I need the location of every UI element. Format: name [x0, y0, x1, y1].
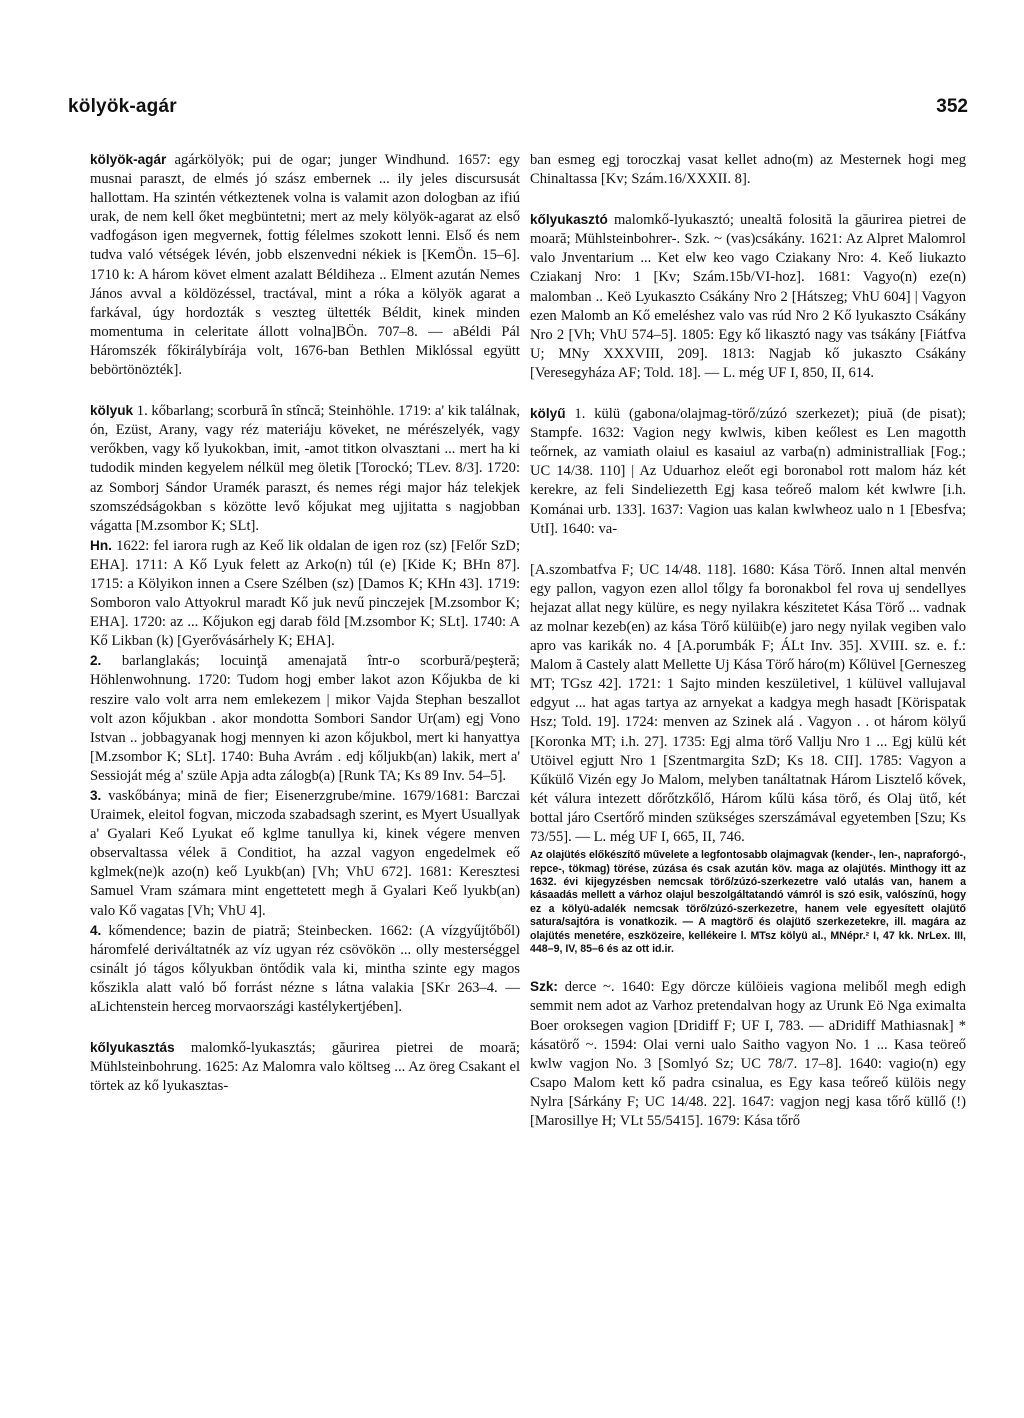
footnote: [530, 849, 966, 956]
entry-text: agárkölyök; pui de ogar; junger Windhund. 1657: egy musnai paraszt, de elmés jó szász embernek ... ily jeles discursusát hallottam. Ha szintén vétkeztenek volna is valamit azon dologban az ifiú urak, de nem kell őket megbüntetni; mert az mely kölyök-agarat az első vadfogáson igen megvernek, fottig félelmes szokott lenni. Első és nem tudva való vétségek lévén, jobb elszenvedni nékiek is [KemÖn. 15–6]. 1710 k: A három követ elment azalatt Béldiheza .. Elment azután Nemes János avval a köldözéssel, tractával, mint a róka a kölyök agarat a farkával, úgy hordozták s veszteg ültették Béldit, kinek minden momentuma in celeritate állott volna]BÖn. 707–8. — aBéldi Pál Háromszék főkirálybírája volt, 1676-ban Bethlen Miklóssal együtt bebörtönözték].: [90, 152, 520, 379]
entry-text: 1. külü (gabona/olajmag-törő/zúzó szerkezet); piuă (de pisat); Stampfe. 1632: Vagion negy kwlwis, kiben keőlest es Len magotth teőrnek, az vamiath olaiul es kasaiul az varba(n) administralliak [Fog.; UC 14/38. 110] | Az Uduarhoz eleőt egi boronabol rott malom ház két kerekre, az feli Sindeliezetth Egj kasa teőreő malom két kwlwre [i.h. Kománai urb. 133]. 1637: Vagion uas kalan kwlwheoz ualo n 1 [Ebesfva; UtI]. 1640: va-: [530, 406, 966, 537]
entry-headword: Szk:: [530, 979, 558, 995]
entry-text: kőmendence; bazin de piatră; Steinbecken. 1662: (A vízgyűjtőből) háromfelé deriváltatnék az víz ugyan réz csövökön ... olly mesterséggel csinált jó tágos kőlyukban öntődik vala ki, mintha szinte egy magos kőszikla alatt való bő forrást nézne s látna valakia [SKr 263–4. — aLichtenstein herceg morvaországi kastélykertjében].: [90, 922, 520, 1016]
footnote-text: Az olajütés előkészítő művelete a legfontosabb olajmagvak (kender-, len-, napraforgó-, repce-, tökmag) törése, zúzása és csak azután köv. maga az olajütés. Minthogy itt az 1632. évi kijegyzésben nemcsak törő/zúzó-szerkezetre való utalás van, hanem a kásaadás mellett a várhoz olajul beszolgáltatandó vámról is szó esik, valószínű, hogy ez a kölyü-adalék nemcsak törő/zúzó-szerkezetre, hanem vele egyesített olajütő satura/sajtóra is vonatkozik. — A magtörő és olajütő szerkezetekre, ill. magára az olajütés menetére, eszközeire, kellékeire l. MTsz kölyü al., MNépr.² I, 47 kk. NrLex. III, 448–9, IV, 85–6 és az ott id.ir.: [530, 849, 966, 955]
entry-text: malomkő-lyukasztás; găurirea pietrei de moară; Mühlsteinbohrung. 1625: Az Malomra valo költseg ... Az öreg Csakant el törtek az kő lyukasztas-: [90, 1040, 520, 1095]
entry: [530, 404, 966, 539]
entry: [530, 150, 966, 189]
entry-text: vaskőbánya; mină de fier; Eisenerzgrube/mine. 1679/1681: Barczai Uraimek, eleitol fogvan, miczoda szabadsagh szerint, es Myert Usuallyak a' Gyalari Keő Lyukat eő kglme tanullya ki, kinek végere menven observaltassa vélek ā Conditiot, ha azzal vagyon engedelmek eő kglmek(ne)k azo(n) keő Lyukb(an) [Vh; VhU 672]. 1681: Keresztesi Samuel Vram számara mint engettetett megh ă Gyalari Keő lyukb(an) valo Kő vagatas [Vh; VhU 4].: [90, 788, 520, 919]
page-header: [68, 96, 968, 126]
entry-text: barlanglakás; locuinţă amenajată într-o scorbură/peşteră; Höhlenwohnung. 1720: Tudom hogj ember lakot azon Kőjukba de ki reszire valo volt arra nem emlekezem | mikor Vajda Stephan beszallot volt azon kőjukban . akor mondotta Sombori Sandor Ur(am) egj Vono Istvan .. jobbagyanak hogj mennyen ki azon kőjukbol, mert ki hanyattya [M.zsombor K; SLt]. 1740: Buha Avrám . edj kőljukb(an) lakik, mert a' Sessioját még a' szüle Apja adta zálogb(a) [Runk TA; Ks 89 Inv. 54–5].: [90, 653, 520, 784]
entry-headword: 2.: [90, 653, 102, 669]
entry-text: derce ~. 1640: Egy dörcze külöieis vagiona meliből megh edigh semmit nem adot az Varhoz pretendalvan hogy az Urunk Eö Nga eximalta Boer oroksegen vagion [Dridiff F; UF I, 783. — aDridiff Mathiasnak] * kásatörő ~. 1594: Olai verni ualo Saitho vagyon No. 1 ... Kasa teöreő kwlw vagjon No. 3 [Somlyó Sz; UC 78/7. 17–8]. 1640: vagio(n) egy Csapo Malom kett kő padra csinalua, es Egy kasa teőreő külöis negy Nylra [Sárkány F; UC 14/48. 22]. 1647: vagjon negj kasa tőrő küllő (!) [Marosillye H; VLt 55/5415]. 1679: Kása tőrő: [530, 979, 966, 1129]
entry-headword: 4.: [90, 922, 102, 938]
running-headword: kölyök-agár: [68, 96, 177, 117]
entry-text: 1. kőbarlang; scorbură în stîncă; Steinhöhle. 1719: a' kik találnak, ón, Ezüst, Arany, vagy réz materiáju köveket, ne mérészelyék, vagy verőkben, vagy kő lyukokban, imit, -amot titkon olvasztani ... mert ha ki tudodik minden kegyelem nélkül meg öletik [Torockó; TLev. 8/3]. 1720: az Somborj Sándor Uramék paraszt, és nemes régi major ház telekjek szomszédságokban s közötte levő kőjukat meg ujjitatta s nagjobban vágatta [M.zsombor K; SLt].: [90, 403, 520, 534]
entry: [90, 786, 520, 921]
entry-headword: kőlyukasztó: [530, 212, 608, 228]
entry-headword: 3.: [90, 788, 102, 803]
entry-headword: Hn.: [90, 537, 112, 553]
entry: [90, 1038, 520, 1096]
entry: [90, 536, 520, 652]
entry: [90, 150, 520, 380]
entry: [90, 921, 520, 1017]
entry: [530, 977, 966, 1131]
entry-headword: kölyuk: [90, 403, 134, 419]
entry-text: malomkő-lyukasztó; unealtă folosită la găurirea pietrei de moară; Mühlsteinbohrer-. Szk. ~ (vas)csákány. 1621: Az Alpret Malomrol valo Jnventarium ... Ket elw keo vago Cziakany Nro: 4. Keő liukazto Cziakanj Nro: 1 [Kv; Szám.15b/VI-hoz]. 1681: Vagyo(n) eze(n) malomban .. Keö Lyukaszto Csákány Nro 2 [Hátszeg; VhU 604] | Vagyon ezen Malomb an Kő emeléshez valo vas rúd Nro 2 Kő lyukaszto Csákány Nro 2 [Vh; VhU 574–5]. 1805: Egy kő likasztó nagy vas tsákány [Fiátfva U; MNy XXXVIII, 209]. 1813: Nagjab kő jukaszto Csákány [Veresegyháza AF; Told. 18]. — L. még UF I, 850, II, 614.: [530, 212, 966, 381]
entry-text: [A.szombatfva F; UC 14/48. 118]. 1680: Kása Törő. Innen altal menvén egy pallon, vagyon ezen allol tőlgy fa boronakbol fel rova uj sendellyes hejazat allat negy külüre, es negy nyilakra készitetet Kása Törő ... vadnak az molnar kezeb(en) az kása Törő külüib(e) jaro negy nyilak vegiben valo apro vas karikák no. 4 [A.porumbák F; ÁLt Inv. 35]. XVIII. sz. e. f.: Malom ă Castely alatt Mellette Uj Kása Törő háro(m) Kőlüvel [Gerneszeg MT; TGsz 42]. 1721: 1 Sajto minden keszületivel, 1 külüvel vallujaval edgyut ... hat agas tartya az arnyekat a kadgya megh hasadt [Körispatak Hsz; Told. 19]. 1724: menven az Szinek alá . Vagyon . . ot három kölyű [Koronka MT; i.h. 27]. 1735: Egj alma törő Vallju Nro 1 ... Egj külü két Utöivel egjutt Nro 1 [Szentmargita SzD; Ks 18. CII]. 1785: Vagyon a Kűkülő Vizén egy Jo Malom, melyben tanáltatnak Három Lisztelő kővek, két válura intezett dőrőtzkőlő, Három kűlü kása törő, és Olaj ütő, két bottal járo Csertőrő minden szükséges szerszámával egyetemben [Szu; Ks 73/55]. — L. még UF I, 665, II, 746.: [530, 561, 966, 845]
entry: [90, 651, 520, 786]
entry-text: ban esmeg egj toroczkaj vasat kellet adno(m) az Mesternek hogi meg Chinaltassa [Kv; Szám.16/XXXII. 8].: [530, 152, 966, 188]
entry-headword: kőlyukasztás: [90, 1040, 175, 1056]
page-number: 352: [936, 96, 968, 117]
left-column: [90, 150, 520, 1096]
entry: [530, 560, 966, 847]
entry-headword: kölyű: [530, 406, 566, 422]
entry-headword: kölyök-agár: [90, 152, 167, 167]
entry: [90, 401, 520, 536]
entry: [530, 210, 966, 383]
right-column: [530, 150, 966, 1131]
entry-text: 1622: fel iarora rugh az Keő lik oldalan de igen roz (sz) [Felőr SzD; EHA]. 1711: A Kő Lyuk felett az Arko(n) túl (e) [Kide K; BHn 87]. 1715: a Kölyikon innen a Csere Szélben (sz) [Damos K; KHn 43]. 1719: Somboron valo Attyokrul maradt Kő juk nevű pinczejek [M.zsombor K; EHA]. 1720: az ... Kőjukon egj darab föld [M.zsombor K; SLt]. 1740: A Kő Likban (k) [Gyerővásárhely K; EHA].: [90, 537, 520, 650]
